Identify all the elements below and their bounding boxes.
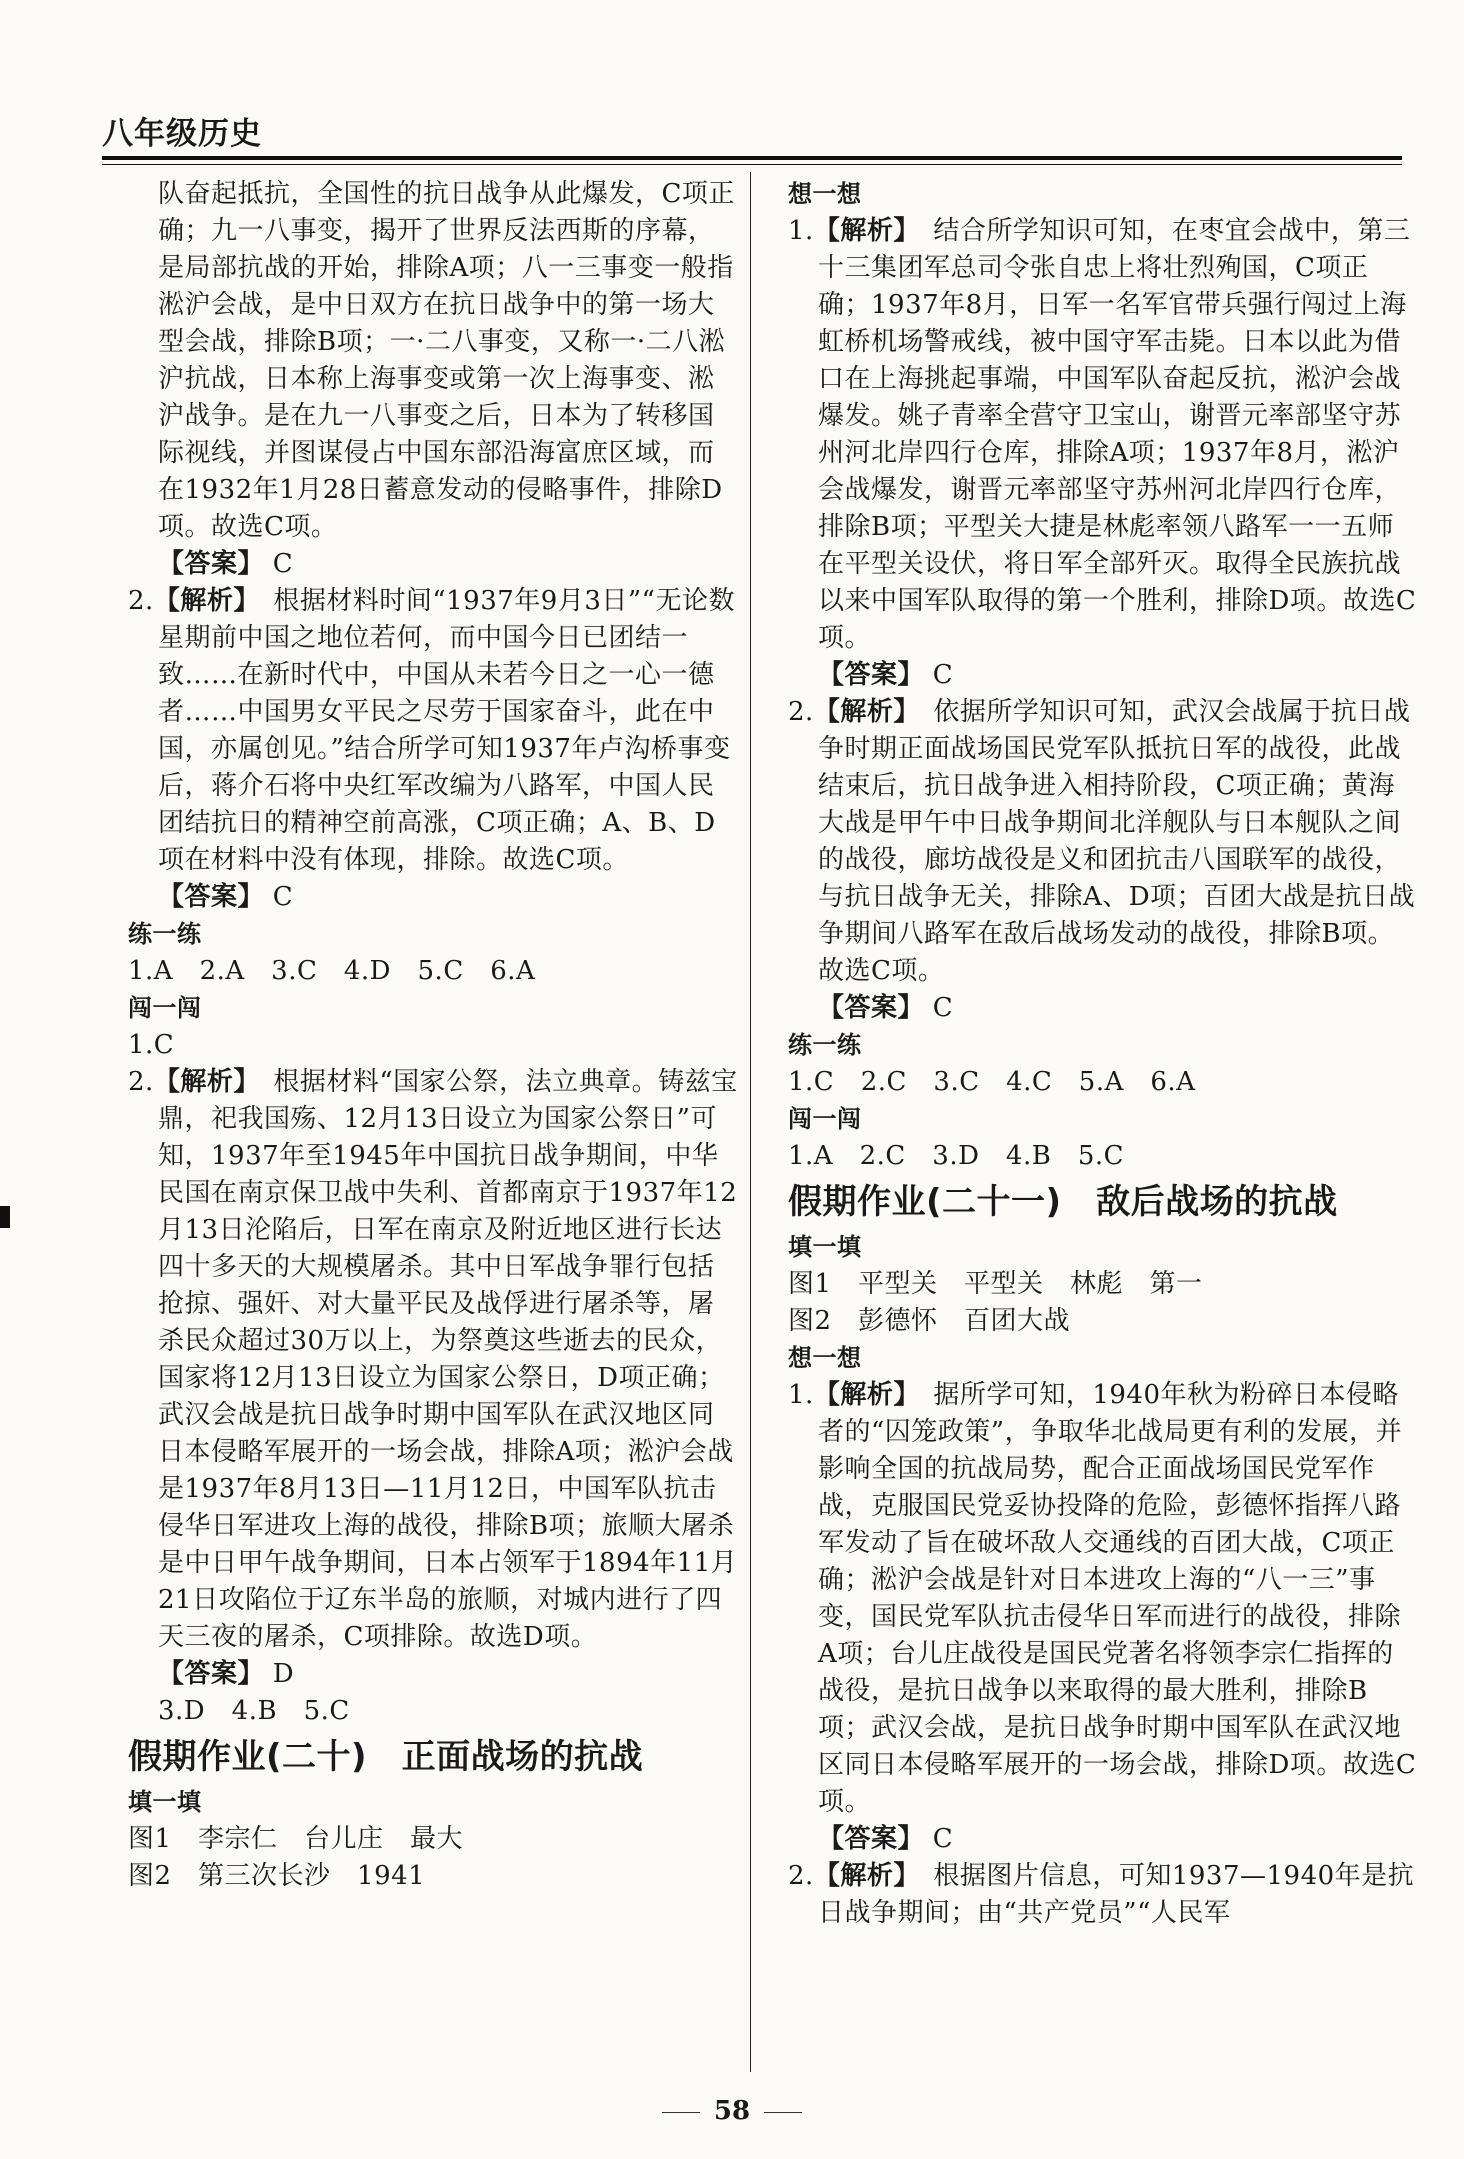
page-header-title: 八年级历史: [102, 116, 262, 152]
page-number: [0, 2096, 1464, 2126]
analysis-tag: 【解析】: [813, 1380, 907, 1410]
item-number: 2.: [128, 586, 154, 616]
column-divider: [750, 172, 751, 2072]
answer-tag: 【答案】: [818, 1824, 925, 1854]
answer-tag: 【答案】: [158, 1659, 265, 1689]
analysis-text: 结合所学知识可知，在枣宜会战中，第三十三集团军总司令张自忠上将壮烈殉国，C项正确；1937年8月，日军一名军官带兵强行闯过上海虹桥机场警戒线，被中国守军击毙。日本以此为借口在上海挑起事端，中国军队奋起反抗，淞沪会战爆发。姚子青率全营守卫宝山，谢晋元率部坚守苏州河北岸四行仓库，排除A项；1937年8月，淞沪会战爆发，谢晋元率部坚守苏州河北岸四行仓库，排除B项；平型关大捷是林彪率领八路军一一五师在平型关设伏，将日军全部歼灭。取得全民族抗战以来中国军队取得的第一个胜利，排除D项。故选C项。: [818, 216, 1417, 653]
section-heading: 练一练: [788, 1031, 862, 1059]
item-number: 2.: [128, 1067, 154, 1097]
answer-value: C: [272, 549, 294, 579]
analysis-item: [788, 1858, 1418, 1932]
analysis-item: [788, 694, 1418, 990]
answer-tag: 【答案】: [818, 660, 925, 690]
section-heading: 想一想: [788, 180, 862, 208]
item-number: 2.: [788, 1861, 814, 1891]
header-rule-thick: [102, 156, 1402, 160]
paragraph: 队奋起抵抗，全国性的抗日战争从此爆发，C项正确；九一八事变，揭开了世界反法西斯的序幕，是局部抗战的开始，排除A项；八一三事变一般指淞沪会战，是中日双方在抗日战争中的第一场大型会战，排除B项；一·二八事变，又称一·二八淞沪抗战，日本称上海事变或第一次上海事变、淞沪战争。是在九一八事变之后，日本为了转移国际视线，并图谋侵占中国东部沿海富庶区域，而在1932年1月28日蓄意发动的侵略事件，排除D项。故选C项。: [158, 179, 735, 542]
fill-answer: 图1 李宗仁 台儿庄 最大: [128, 1824, 464, 1854]
answer-line: [128, 1656, 738, 1693]
left-column: [128, 176, 738, 1895]
answer-list: 1.A 2.C 3.D 4.B 5.C: [788, 1141, 1125, 1171]
analysis-text: 根据材料“国家公祭，法立典章。铸兹宝鼎，祀我国殇、12月13日设立为国家公祭日”可知，1937年至1945年中国抗日战争期间，中华民国在南京保卫战中失利、首都南京于1937年12月13日沦陷后，日军在南京及附近地区进行长达四十多天的大规模屠杀。其中日军战争罪行包括抢掠、强奸、对大量平民及战俘进行屠杀等，屠杀民众超过30万以上，为祭奠这些逝去的民众，国家将12月13日设立为国家公祭日，D项正确；武汉会战是抗日战争时期中国军队在武汉地区同日本侵略军展开的一场会战，排除A项；淞沪会战是1937年8月13日—11月12日，中国军队抗击侵华日军进攻上海的战役，排除B项；旅顺大屠杀是中日甲午战争期间，日本占领军于1894年11月21日攻陷位于辽东半岛的旅顺，对城内进行了四天三夜的屠杀，C项排除。故选D项。: [158, 1067, 738, 1652]
answer-tag: 【答案】: [818, 993, 925, 1023]
analysis-item: [128, 1064, 738, 1656]
answer-list: 3.D 4.B 5.C: [158, 1696, 350, 1726]
right-column: [788, 176, 1418, 1932]
analysis-item: [788, 213, 1418, 657]
analysis-tag: 【解析】: [153, 1067, 247, 1097]
answer-line: [788, 657, 1418, 694]
header-rule-thin: [102, 164, 1402, 165]
analysis-tag: 【解析】: [813, 697, 907, 727]
section-heading: 填一填: [128, 1788, 202, 1816]
answer-line: [128, 879, 738, 916]
answer-tag: 【答案】: [158, 882, 265, 912]
analysis-text: 依据所学知识可知，武汉会战属于抗日战争时期正面战场国民党军队抵抗日军的战役，此战结束后，抗日战争进入相持阶段，C项正确；黄海大战是甲午中日战争期间北洋舰队与日本舰队之间的战役，廊坊战役是义和团抗击八国联军的战役，与抗日战争无关，排除A、D项；百团大战是抗日战争期间八路军在敌后战场发动的战役，排除B项。故选C项。: [818, 697, 1416, 986]
page-number-dash: [764, 2112, 802, 2113]
answer-list: 1.C: [128, 1030, 175, 1060]
analysis-text: 根据材料时间“1937年9月3日”“无论数星期前中国之地位若何，而中国今日已团结一致……在新时代中，中国从未若今日之一心一德者……中国男女平民之尽劳于国家奋斗，此在中国，亦属创见。”结合所学可知1937年卢沟桥事变后，蒋介石将中央红军改编为八路军，中国人民团结抗日的精神空前高涨，C项正确；A、B、D项在材料中没有体现，排除。故选C项。: [158, 586, 735, 875]
section-heading: 填一填: [788, 1233, 862, 1261]
answer-value: C: [272, 882, 294, 912]
answer-line: [128, 546, 738, 583]
answer-list: 1.A 2.A 3.C 4.D 5.C 6.A: [128, 956, 536, 986]
analysis-text: 据所学可知，1940年秋为粉碎日本侵略者的“囚笼政策”，争取华北战局更有利的发展，并影响全国的抗战局势，配合正面战场国民党军作战，克服国民党妥协投降的危险，彭德怀指挥八路军发动了旨在破坏敌人交通线的百团大战，C项正确；淞沪会战是针对日本进攻上海的“八一三”事变，国民党军队抗击侵华日军而进行的战役，排除A项；台儿庄战役是国民党著名将领李宗仁指挥的战役，是抗日战争以来取得的最大胜利，排除B项；武汉会战，是抗日战争时期中国军队在武汉地区同日本侵略军展开的一场会战，排除D项。故选C项。: [818, 1380, 1417, 1817]
lesson-title: 假期作业(二十一) 敌后战场的抗战: [788, 1182, 1338, 1222]
analysis-tag: 【解析】: [153, 586, 247, 616]
answer-value: C: [932, 993, 954, 1023]
section-heading: 闯一闯: [128, 994, 202, 1022]
analysis-tag: 【解析】: [813, 216, 907, 246]
answer-list: 1.C 2.C 3.C 4.C 5.A 6.A: [788, 1067, 1196, 1097]
answer-value: D: [272, 1659, 295, 1689]
analysis-item: [128, 583, 738, 879]
item-number: 1.: [788, 216, 814, 246]
side-mark: [0, 1206, 10, 1228]
item-number: 1.: [788, 1380, 814, 1410]
page-number-dash: [662, 2112, 700, 2113]
analysis-item: [788, 1377, 1418, 1821]
analysis-text: 根据图片信息，可知1937—1940年是抗日战争期间；由“共产党员”“人民军: [818, 1861, 1415, 1928]
section-heading: 练一练: [128, 920, 202, 948]
answer-line: [788, 990, 1418, 1027]
answer-line: [788, 1821, 1418, 1858]
analysis-tag: 【解析】: [813, 1861, 907, 1891]
fill-answer: 图2 第三次长沙 1941: [128, 1861, 426, 1891]
page-number-value: 58: [713, 2096, 751, 2126]
section-heading: 闯一闯: [788, 1105, 862, 1133]
lesson-title: 假期作业(二十) 正面战场的抗战: [128, 1737, 644, 1777]
answer-value: C: [932, 660, 954, 690]
answer-tag: 【答案】: [158, 549, 265, 579]
fill-answer: 图1 平型关 平型关 林彪 第一: [788, 1269, 1203, 1299]
fill-answer: 图2 彭德怀 百团大战: [788, 1306, 1071, 1336]
answer-value: C: [932, 1824, 954, 1854]
item-number: 2.: [788, 697, 814, 727]
section-heading: 想一想: [788, 1344, 862, 1372]
